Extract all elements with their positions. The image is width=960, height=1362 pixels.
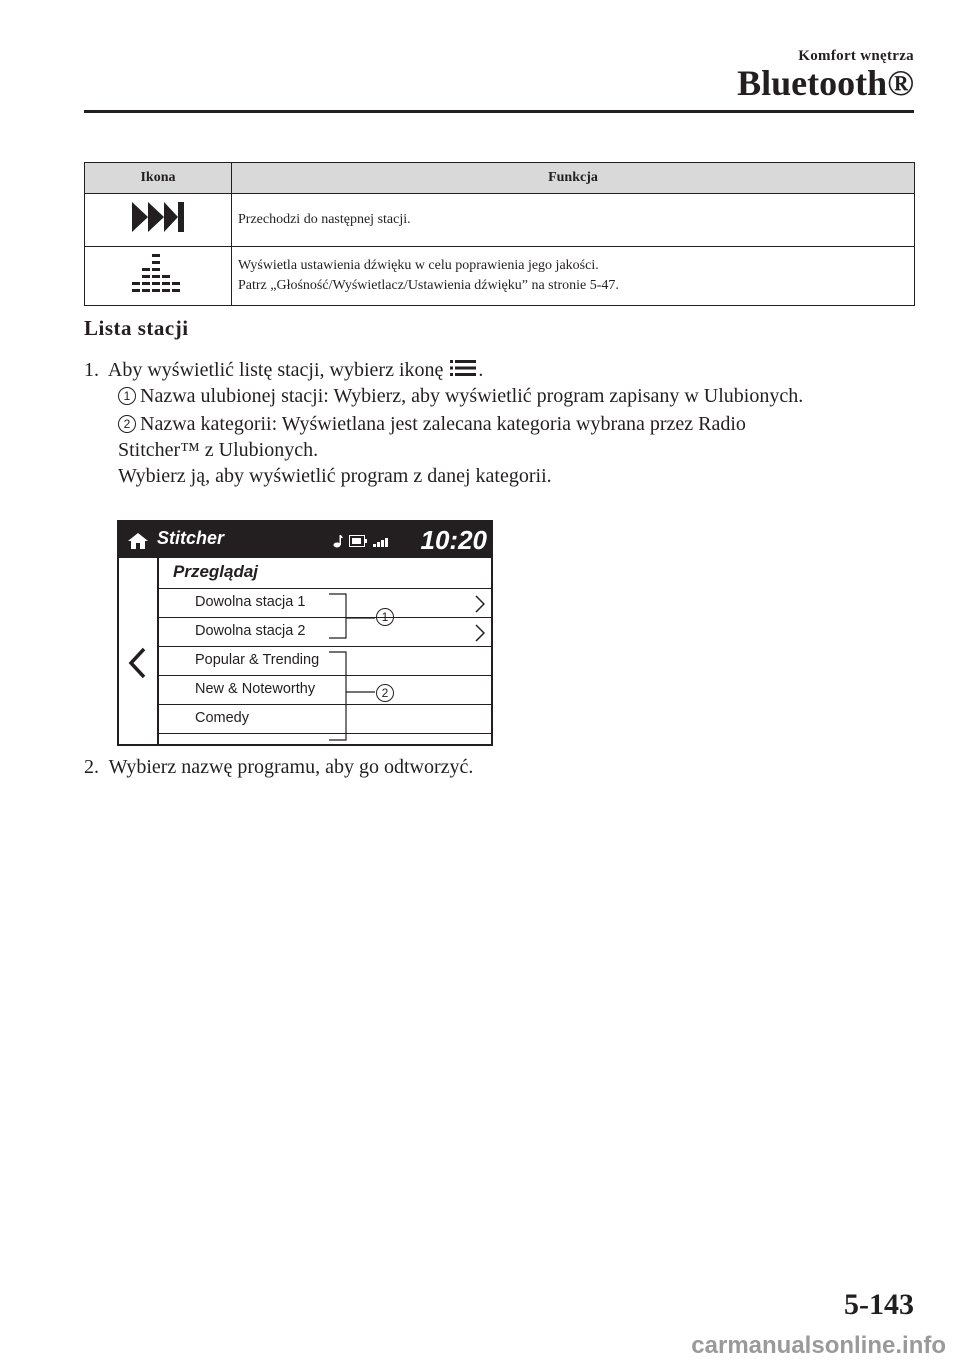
header-title: Bluetooth® <box>737 63 914 103</box>
page-number: 5-143 <box>844 1288 914 1321</box>
col-function-header: Funkcja <box>232 163 915 194</box>
callout-brackets <box>119 522 491 744</box>
list-item-category[interactable]: Popular & Trending <box>159 647 491 676</box>
row-description: Przechodzi do następnej stacji. <box>238 212 411 227</box>
browse-heading: Przeglądaj <box>173 562 259 581</box>
step-2: 2. Wybierz nazwę programu, aby go odtworzyć. <box>84 756 474 778</box>
list-item-category[interactable]: New & Noteworthy <box>159 676 491 705</box>
skip-forward-icon <box>130 200 186 234</box>
table-header-row <box>85 163 915 194</box>
note-3: Wybierz ją, aby wyświetlić program z danej kategorii. <box>118 465 552 487</box>
watermark[interactable]: carmanualsonline.info <box>691 1332 946 1359</box>
icon-function-table <box>84 162 915 306</box>
callout-marker: 2 <box>118 415 136 433</box>
row-description: Wyświetla ustawienia dźwięku w celu poprawienia jego jakości. <box>238 258 599 273</box>
step-1: 1. Aby wyświetlić listę stacji, wybierz ikonę . <box>84 359 484 381</box>
table-row <box>85 194 915 247</box>
list-item-category[interactable]: Comedy <box>159 705 491 734</box>
header-rule <box>84 110 914 113</box>
callout-marker: 1 <box>118 387 136 405</box>
note-2: 2 Nazwa kategorii: Wyświetlana jest zalecana kategoria wybrana przez Radio <box>118 413 746 436</box>
callout-1: 1 <box>376 608 394 626</box>
app-title: Stitcher <box>157 528 225 548</box>
table-row <box>85 247 915 306</box>
list-icon <box>450 358 476 378</box>
header-section: Komfort wnętrza <box>798 48 914 64</box>
list-item-station-2[interactable]: Dowolna stacja 2 <box>159 618 491 647</box>
clock: 10:20 <box>420 525 487 555</box>
callout-2: 2 <box>376 684 394 702</box>
section-title: Lista stacji <box>84 316 189 340</box>
col-icon-header: Ikona <box>85 163 232 194</box>
equalizer-icon <box>130 252 186 294</box>
note-2-continued: Stitcher™ z Ulubionych. <box>118 439 319 461</box>
stitcher-screen <box>117 520 493 746</box>
list-item-station-1[interactable]: Dowolna stacja 1 <box>159 589 491 618</box>
row-reference: Patrz „Głośność/Wyświetlacz/Ustawienia dźwięku” na stronie 5-47. <box>238 278 619 293</box>
note-1: 1 Nazwa ulubionej stacji: Wybierz, aby wyświetlić program zapisany w Ulubionych. <box>118 385 803 408</box>
